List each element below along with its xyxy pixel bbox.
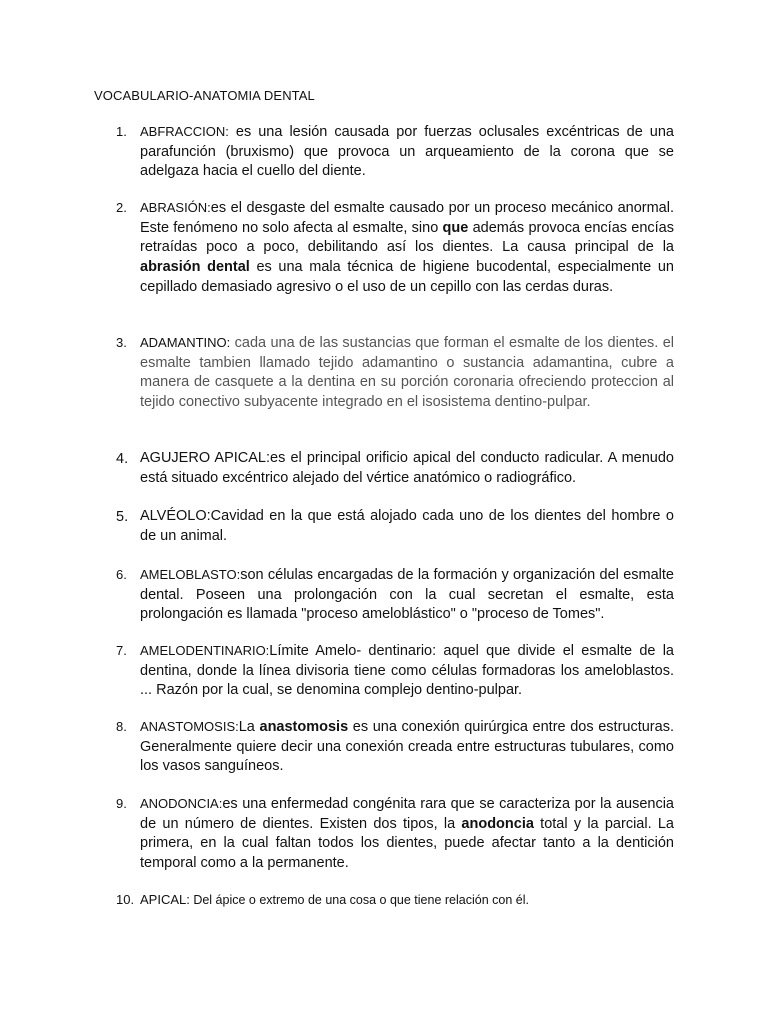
item-number: 8.: [116, 719, 127, 734]
item-text: [140, 565, 674, 625]
item-term: AMELODENTINARIO:: [140, 643, 270, 658]
item-term: ADAMANTINO:: [140, 335, 231, 350]
item-number: 1.: [116, 124, 127, 139]
item-text: [140, 890, 674, 911]
item-text: [140, 641, 674, 701]
item-number: 5.: [116, 509, 129, 525]
item-number: 9.: [116, 796, 127, 811]
item-definition: Del ápice o extremo de una cosa o que tiene relación con él.: [189, 893, 529, 907]
item-term: ABFRACCION:: [140, 124, 229, 139]
item-text: [140, 717, 674, 777]
item-definition: Límite Amelo- dentinario: aquel que divide el esmalte de la dentina, donde la línea divisoria tiene como células formadoras los ameloblastos. ... Razón por la cual, se denomina complejo dentino-pulpar.: [140, 643, 674, 699]
item-term: AMELOBLASTO:: [140, 567, 241, 582]
item-number: 4.: [116, 451, 129, 467]
item-term: ANODONCIA:: [140, 796, 223, 811]
item-definition: es una mala técnica de higiene bucodental, especialmente un cepillado demasiado agresivo o el uso de un cepillo con las cerdas duras.: [140, 259, 674, 295]
item-definition: total y la parcial. La primera, en la cual faltan todos los dientes, puede afectar tanto a la dentición temporal como a la permanente.: [140, 815, 674, 872]
item-term: ALVÉOLO:: [140, 508, 211, 524]
item-definition: es el principal orificio apical del conducto radicular. A menudo está situado excéntrico alejado del vértice anatómico o radiográfico.: [140, 450, 674, 486]
item-definition: La: [238, 719, 260, 735]
item-number: 7.: [116, 643, 127, 658]
item-definition: Cavidad en la que está alojado cada uno de los dientes del hombre o de un animal.: [140, 508, 674, 544]
item-definition: es el desgaste del esmalte causado por un proceso mecánico anormal. Este fenómeno no solo afecta al esmalte, sino: [140, 200, 674, 236]
item-number: 10.: [116, 892, 135, 907]
item-definition: además provoca encías encías retraídas poco a poco, debilitando así los dientes. La causa principal de la: [140, 219, 674, 256]
item-text: [140, 507, 674, 546]
item-text: [140, 449, 674, 488]
document-title: VOCABULARIO-ANATOMIA DENTAL: [94, 88, 315, 103]
item-term: AGUJERO APICAL:: [140, 450, 271, 466]
item-bold-text: anastomosis: [259, 719, 349, 735]
item-text: [140, 198, 674, 298]
item-number: 2.: [116, 200, 127, 215]
item-text: [140, 794, 674, 874]
item-term: ABRASIÓN:: [140, 200, 211, 215]
item-term: ANASTOMOSIS:: [140, 719, 239, 734]
item-term: APICAL:: [140, 892, 190, 907]
item-definition: es una enfermedad congénita rara que se caracteriza por la ausencia de un número de dientes. Existen dos tipos, la: [140, 796, 674, 832]
item-number: 3.: [116, 335, 127, 350]
item-number: 6.: [116, 567, 127, 582]
item-definition: es una lesión causada por fuerzas oclusales excéntricas de una parafunción (bruxismo) que provoca un arqueamiento de la corona que se adelgaza hacia el cuello del diente.: [140, 124, 674, 180]
item-definition: cada una de las sustancias que forman el esmalte de los dientes. el esmalte tambien llamado tejido adamantino o sustancia adamantina, cubre a manera de casquete a la dentina en su porción coronaria ofreciendo proteccion al tejido conectivo subyacente integrado en el isosistema dentino-pulpar.: [140, 335, 674, 411]
item-definition: son células encargadas de la formación y organización del esmalte dental. Poseen una prolongación con la cual secretan el esmalte, esta prolongación es llamada "proceso ameloblástico" o "proceso de Tomes".: [140, 567, 674, 623]
item-bold-text: abrasión dental: [140, 259, 250, 276]
item-bold-text: que: [442, 219, 469, 236]
item-definition: es una conexión quirúrgica entre dos estructuras. Generalmente quiere decir una conexión creada entre estructuras tubulares, como los vasos sanguíneos.: [140, 719, 674, 775]
item-text: [140, 333, 674, 413]
item-bold-text: anodoncia: [461, 815, 534, 832]
item-text: [140, 122, 674, 182]
